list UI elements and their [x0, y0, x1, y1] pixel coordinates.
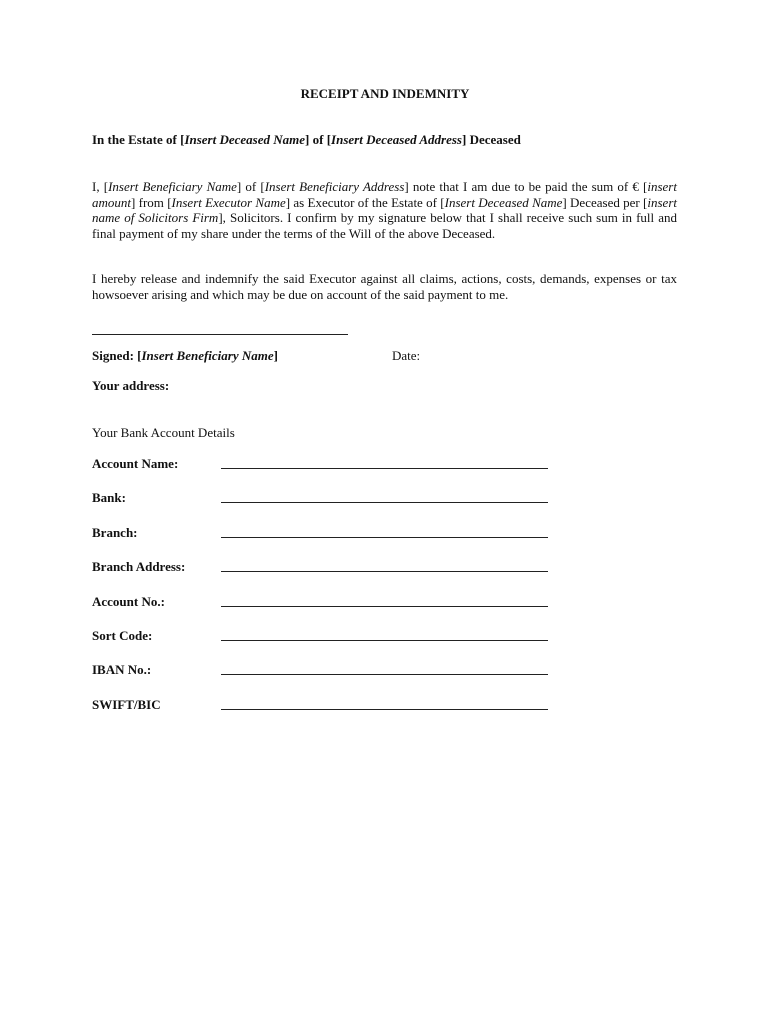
field-blank-line[interactable]: [221, 606, 548, 607]
estate-line: [92, 132, 521, 148]
p1-text-5: ] as Executor of the Estate of [: [285, 194, 445, 210]
signed-suffix: ]: [273, 348, 278, 363]
field-blank-line[interactable]: [221, 468, 548, 469]
p1-text-7: ], Solicitors. I confirm by my signature below that I shall receive such sum in full and final payment of my share under the terms of the Will of the above Deceased.: [92, 210, 677, 241]
signature-line[interactable]: [92, 334, 348, 335]
field-account-no: [92, 594, 552, 612]
p1-text-1: I, [: [92, 179, 109, 194]
placeholder-solicitors-firm: insert name of Solicitors Firm: [92, 194, 677, 225]
field-blank-line[interactable]: [221, 502, 548, 503]
field-sort-code: [92, 628, 552, 646]
estate-suffix: ] Deceased: [461, 132, 521, 147]
field-blank-line[interactable]: [221, 537, 548, 538]
field-blank-line[interactable]: [221, 709, 548, 710]
estate-middle: ] of [: [305, 132, 332, 147]
field-label: Branch:: [92, 525, 138, 540]
field-blank-line[interactable]: [221, 674, 548, 675]
document-title: RECEIPT AND INDEMNITY: [300, 86, 470, 101]
receipt-paragraph: [92, 179, 677, 241]
indemnity-paragraph: I hereby release and indemnify the said Executor against all claims, actions, costs, demands, expenses or tax howsoever arising and which may be due on account of the said payment to me.: [92, 271, 677, 302]
p1-text-2: ] of [: [236, 179, 265, 194]
field-label: Sort Code:: [92, 628, 153, 643]
p1-text-6: ] Deceased per [: [562, 194, 648, 210]
placeholder-deceased-name-2: Insert Deceased Name: [444, 194, 563, 210]
signed-label: [92, 348, 278, 364]
field-branch: [92, 525, 552, 543]
field-label: Bank:: [92, 490, 126, 505]
p1-text-4: ] from [: [131, 194, 172, 210]
placeholder-beneficiary-name: Insert Beneficiary Name: [108, 179, 237, 194]
field-swift-bic: [92, 697, 552, 715]
field-iban: [92, 662, 552, 680]
p1-text-3: ] note that I am due to be paid the sum of € [: [404, 179, 648, 194]
signed-prefix: Signed: [: [92, 348, 142, 363]
date-label: Date:: [392, 348, 421, 363]
bank-details-heading: Your Bank Account Details: [92, 425, 235, 440]
placeholder-deceased-address: Insert Deceased Address: [331, 132, 462, 147]
placeholder-beneficiary-address: Insert Beneficiary Address: [264, 179, 405, 194]
field-blank-line[interactable]: [221, 640, 548, 641]
field-account-name: [92, 456, 552, 474]
field-label: Account No.:: [92, 594, 165, 609]
estate-prefix: In the Estate of [: [92, 132, 185, 147]
placeholder-signed-beneficiary: Insert Beneficiary Name: [141, 348, 274, 363]
address-label: Your address:: [92, 378, 170, 393]
field-label: SWIFT/BIC: [92, 697, 161, 712]
placeholder-deceased-name: Insert Deceased Name: [184, 132, 306, 147]
placeholder-amount: insert amount: [92, 179, 677, 210]
field-label: Branch Address:: [92, 559, 186, 574]
field-bank: [92, 490, 552, 508]
placeholder-executor-name: Insert Executor Name: [171, 194, 286, 210]
field-branch-address: [92, 559, 552, 577]
field-blank-line[interactable]: [221, 571, 548, 572]
field-label: IBAN No.:: [92, 662, 152, 677]
field-label: Account Name:: [92, 456, 179, 471]
